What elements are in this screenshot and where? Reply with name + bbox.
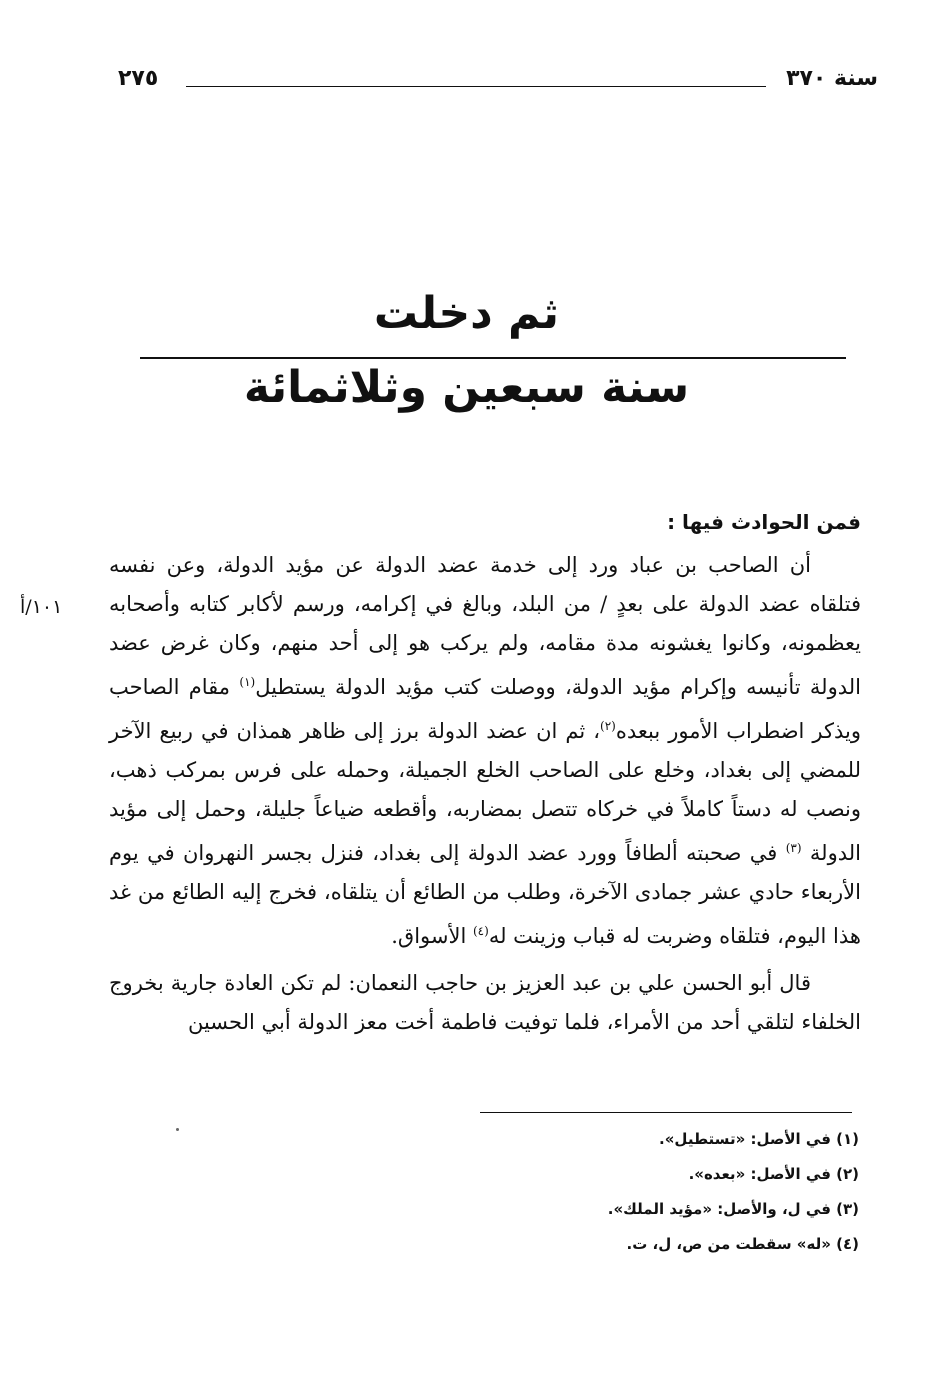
footnote-3: (٣) في ل، والأصل: «مؤيد الملك».	[607, 1200, 859, 1218]
folio-margin-note: ١٠١/أ	[20, 596, 63, 618]
footnote-ref-3: (٣)	[785, 841, 802, 855]
title-divider	[140, 357, 846, 359]
paragraph-1-text-a: أن الصاحب بن عباد ورد إلى خدمة عضد الدولة عن مؤيد الدولة، وعن نفسه فتلقاه عضد الدولة على بعدٍ / من البلد، وبالغ في إكرامه، ورسم لأكابر كتابه وأصحابه يعظمونه، وكانوا يغشونه مدة مقامه، ولم يركب هو إلى أحد منهم، وكان غرض عضد الدولة تأنيسه وإكرام مؤيد الدولة، ووصلت كتب مؤيد الدولة يستطيل	[109, 553, 861, 699]
footnotes	[359, 1122, 859, 1262]
page-number: ٢٧٥	[118, 66, 159, 91]
header-rule	[186, 86, 766, 87]
main-text	[109, 502, 861, 1050]
header-year-label: سنة ٣٧٠	[786, 66, 878, 91]
paragraph-1	[109, 546, 861, 956]
paragraph-2: قال أبو الحسن علي بن عبد العزيز بن حاجب النعمان: لم تكن العادة جارية بخروج الخلفاء لتلقي أحد من الأمراء، فلما توفيت فاطمة أخت معز الدولة أبي الحسين	[109, 971, 861, 1034]
footnote-ref-1: (١)	[239, 675, 256, 689]
footnote-1: (١) في الأصل: «تستطيل».	[659, 1130, 859, 1148]
scan-speck	[176, 1128, 179, 1131]
footnote-divider	[480, 1112, 852, 1113]
section-heading: فمن الحوادث فيها :	[667, 510, 861, 534]
chapter-title-line1: ثم دخلت	[373, 288, 560, 339]
footnote-4: (٤) «له» سقطت من ص، ل، ت.	[626, 1235, 859, 1253]
footnote-ref-4: (٤)	[472, 924, 489, 938]
paragraph-1-text-d: في صحبته ألطافاً وورد عضد الدولة إلى بغداد، فنزل بجسر النهروان في يوم الأربعاء حادي عشر جمادى الآخرة، وطلب من الطائع أن يتلقاه، فخرج إليه الطائع من غد هذا اليوم، فتلقاه وضربت له قباب وزينت له	[109, 841, 861, 948]
paragraph-1-text-c: ، ثم ان عضد الدولة برز إلى ظاهر همذان في ربيع الآخر للمضي إلى بغداد، وخلع على الصاحب الخلع الجميلة، وحمله على فرس بمركب ذهب، ونصب له دستاً كاملاً في خركاه تتصل بمضاربه، وأقطعه ضياعاً جليلة، وحمل إلى مؤيد الدولة	[109, 719, 861, 865]
running-header	[118, 62, 878, 98]
paragraph-1-text-e: الأسواق.	[391, 924, 467, 948]
footnote-ref-2: (٢)	[600, 719, 616, 733]
footnote-2: (٢) في الأصل: «بعده».	[688, 1165, 859, 1183]
chapter-title-line2: سنة سبعين وثلاثمائة	[243, 362, 690, 413]
paragraph-1-text-b: مقام الصاحب ويذكر اضطراب الأمور ببعده	[109, 675, 861, 743]
